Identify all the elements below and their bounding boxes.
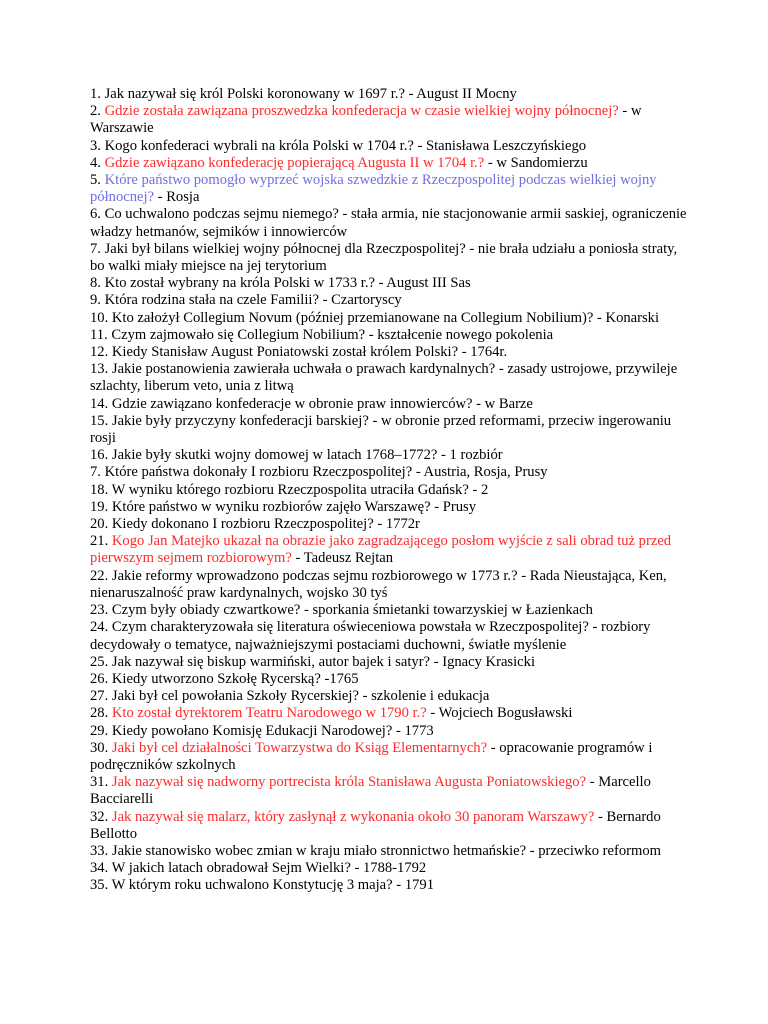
- question-item: [90, 344, 690, 361]
- question-item: [90, 860, 690, 877]
- question-item: [90, 568, 690, 602]
- question-number: 7.: [90, 240, 105, 257]
- question-item: [90, 103, 690, 137]
- answer-text: - Konarski: [593, 309, 660, 326]
- answer-text: - nie brała udziału a poniosła straty, bo walki miały miejsce na jej terytorium: [90, 240, 678, 275]
- question-text: Jak nazywał się król Polski koronowany w 1697 r.?: [104, 86, 405, 102]
- answer-text: - 1788-1792: [350, 860, 427, 877]
- answer-text: - przeciwko reformom: [526, 842, 662, 859]
- question-text: Które państwo pomogło wyprzeć wojska szwedzkie z Rzeczpospolitej podczas wielkiej wojny północnej?: [90, 172, 657, 206]
- question-number: 29.: [90, 722, 112, 739]
- answer-text: - Marcello Bacciarelli: [90, 774, 651, 808]
- question-item: [90, 671, 690, 688]
- answer-text: - Czartoryscy: [318, 292, 402, 309]
- question-item: [90, 206, 690, 240]
- question-item: [90, 155, 690, 172]
- answer-text: - w Sandomierzu: [484, 154, 588, 171]
- answer-text: - 1791: [392, 877, 435, 894]
- answer-text: - w obronie przed reformami, przeciw ingerowaniu rosji: [90, 412, 672, 447]
- question-number: 31.: [90, 774, 112, 791]
- answer-text: - Rosja: [154, 189, 200, 206]
- question-number: 25.: [90, 653, 112, 670]
- answer-text: - opracowanie programów i podręczników szkolnych: [90, 739, 653, 773]
- answer-text: - Stanisława Leszczyńskiego: [413, 137, 587, 154]
- answer-text: - August II Mocny: [404, 86, 517, 102]
- question-number: 9.: [90, 292, 105, 309]
- answer-text: - 1764r.: [458, 344, 508, 361]
- question-number: 5.: [90, 172, 105, 189]
- question-item: [90, 619, 690, 653]
- question-text: W wyniku którego rozbioru Rzeczpospolita utraciła Gdańsk?: [111, 481, 469, 498]
- question-item: [90, 292, 690, 309]
- question-number: 27.: [90, 688, 112, 705]
- answer-text: - 1772r: [373, 516, 420, 533]
- question-item: [90, 396, 690, 413]
- question-text: W którym roku uchwalono Konstytucję 3 maja?: [111, 877, 393, 894]
- question-item: [90, 740, 690, 774]
- question-number: 30.: [90, 739, 112, 756]
- question-number: 24.: [90, 619, 112, 636]
- question-number: 2.: [90, 103, 105, 120]
- question-text: Czym charakteryzowała się literatura oświeceniowa powstała w Rzeczpospolitej?: [111, 619, 589, 636]
- question-text: Kiedy dokonano I rozbioru Rzeczpospolitej?: [111, 516, 374, 533]
- question-text: Czym zajmowało się Collegium Nobilium?: [111, 326, 366, 343]
- question-item: [90, 413, 690, 447]
- question-number: 28.: [90, 705, 112, 722]
- question-number: 1.: [90, 86, 105, 102]
- question-text: Kiedy Stanisław August Poniatowski został królem Polski?: [111, 344, 459, 361]
- answer-text: - Tadeusz Rejtan: [291, 550, 394, 567]
- question-item: [90, 723, 690, 740]
- question-number: 10.: [90, 309, 112, 326]
- question-item: [90, 774, 690, 808]
- question-number: 35.: [90, 877, 112, 894]
- answer-text: - Ignacy Krasicki: [430, 653, 535, 670]
- question-text: Która rodzina stała na czele Familii?: [104, 292, 319, 309]
- question-item: [90, 327, 690, 344]
- quiz-document: [90, 86, 690, 895]
- question-number: 3.: [90, 137, 105, 154]
- question-item: [90, 533, 690, 567]
- question-number: 22.: [90, 567, 112, 584]
- question-text: Czym były obiady czwartkowe?: [111, 602, 301, 619]
- question-number: 20.: [90, 516, 112, 533]
- question-text: Jak nazywał się malarz, który zasłynął z wykonania około 30 panoram Warszawy?: [111, 808, 595, 825]
- answer-text: - Prusy: [430, 498, 477, 515]
- answer-text: - 2: [468, 481, 489, 498]
- answer-text: - Bernardo Bellotto: [90, 808, 661, 842]
- question-item: [90, 361, 690, 395]
- question-text: Jak nazywał się nadworny portrecista króla Stanisława Augusta Poniatowskiego?: [111, 774, 587, 791]
- answer-text: - zasady ustrojowe, przywileje szlachty, liberum veto, unia z litwą: [90, 361, 678, 395]
- question-item: [90, 310, 690, 327]
- question-text: Kto został wybrany na króla Polski w 1733 r.?: [104, 275, 375, 292]
- question-item: [90, 447, 690, 464]
- question-text: Gdzie zawiązano konfederację popierającą Augusta II w 1704 r.?: [104, 154, 485, 171]
- question-text: Gdzie zawiązano konfederacje w obronie praw innowierców?: [111, 395, 473, 412]
- question-text: Kogo konfederaci wybrali na króla Polski w 1704 r.?: [104, 137, 414, 154]
- question-number: 14.: [90, 395, 112, 412]
- question-item: [90, 843, 690, 860]
- question-number: 12.: [90, 344, 112, 361]
- question-item: [90, 138, 690, 155]
- question-item: [90, 688, 690, 705]
- answer-text: - w Barze: [472, 395, 533, 412]
- question-item: [90, 172, 690, 206]
- answer-text: - kształcenie nowego pokolenia: [365, 326, 554, 343]
- answer-text: - 1773: [392, 722, 434, 739]
- question-number: 18.: [90, 481, 112, 498]
- question-item: [90, 654, 690, 671]
- question-number: 15.: [90, 412, 112, 429]
- answer-text: - szkolenie i edukacja: [358, 688, 490, 705]
- question-item: [90, 877, 690, 894]
- question-item: [90, 464, 690, 481]
- question-text: Jakie reformy wprowadzono podczas sejmu rozbiorowego w 1773 r.?: [111, 567, 518, 584]
- question-number: 33.: [90, 842, 112, 859]
- question-item: [90, 86, 690, 103]
- question-text: Jakie były przyczyny konfederacji barskiej?: [111, 412, 369, 429]
- question-number: 7.: [90, 464, 105, 481]
- question-text: Które państwa dokonały I rozbioru Rzeczpospolitej?: [104, 464, 413, 481]
- answer-text: - sporkania śmietanki towarzyskiej w Łazienkach: [300, 602, 593, 619]
- question-text: Jakie postanowienia zawierała uchwała o prawach kardynalnych?: [111, 361, 496, 378]
- answer-text: - rozbiory decydowały o tematyce, najważniejszymi postaciami duchowni, światłe myślenie: [90, 619, 651, 653]
- question-number: 21.: [90, 533, 112, 550]
- question-item: [90, 809, 690, 843]
- question-number: 19.: [90, 498, 112, 515]
- answer-text: - Wojciech Bogusławski: [426, 705, 573, 722]
- question-text: Jaki był cel działalności Towarzystwa do Ksiąg Elementarnych?: [111, 739, 488, 756]
- question-number: 23.: [90, 602, 112, 619]
- question-text: W jakich latach obradował Sejm Wielki?: [111, 860, 351, 877]
- question-item: [90, 241, 690, 275]
- question-text: Jakie były skutki wojny domowej w latach 1768–1772?: [111, 447, 438, 464]
- question-number: 26.: [90, 670, 112, 687]
- question-number: 13.: [90, 361, 112, 378]
- question-text: Kto założył Collegium Novum (później przemianowane na Collegium Nobilium)?: [111, 309, 594, 326]
- question-number: 8.: [90, 275, 105, 292]
- answer-text: -1765: [320, 670, 359, 687]
- question-number: 4.: [90, 154, 105, 171]
- question-number: 32.: [90, 808, 112, 825]
- question-item: [90, 602, 690, 619]
- answer-text: - Rada Nieustająca, Ken, nienaruszalność praw kardynalnych, wojsko 30 tyś: [90, 567, 667, 601]
- question-text: Kiedy powołano Komisję Edukacji Narodowej?: [111, 722, 393, 739]
- question-text: Jakie stanowisko wobec zmian w kraju miało stronnictwo hetmańskie?: [111, 842, 527, 859]
- answer-text: - August III Sas: [374, 275, 471, 292]
- question-item: [90, 705, 690, 722]
- question-text: Jaki był bilans wielkiej wojny północnej dla Rzeczpospolitej?: [104, 240, 466, 257]
- question-number: 6.: [90, 206, 105, 223]
- question-item: [90, 516, 690, 533]
- answer-text: - Austria, Rosja, Prusy: [412, 464, 548, 481]
- question-text: Jak nazywał się biskup warmiński, autor bajek i satyr?: [111, 653, 431, 670]
- question-item: [90, 499, 690, 516]
- question-number: 16.: [90, 447, 112, 464]
- question-item: [90, 482, 690, 499]
- question-text: Kto został dyrektorem Teatru Narodowego w 1790 r.?: [111, 705, 427, 722]
- question-text: Co uchwalono podczas sejmu niemego?: [104, 206, 339, 223]
- answer-text: - 1 rozbiór: [437, 447, 503, 464]
- question-number: 34.: [90, 860, 112, 877]
- question-text: Jaki był cel powołania Szkoły Rycerskiej?: [111, 688, 359, 705]
- question-item: [90, 275, 690, 292]
- question-text: Które państwo w wyniku rozbiorów zajęło Warszawę?: [111, 498, 431, 515]
- answer-text: - stała armia, nie stacjonowanie armii saskiej, ograniczenie władzy hetmanów, sejmików i innowierców: [90, 206, 687, 240]
- question-text: Kogo Jan Matejko ukazał na obrazie jako zagradzającego posłom wyjście z sali obrad tuż przed pierwszym sejmem rozbiorowym?: [90, 533, 672, 567]
- question-text: Kiedy utworzono Szkołę Rycerską?: [111, 670, 321, 687]
- question-text: Gdzie została zawiązana proszwedzka konfederacja w czasie wielkiej wojny północnej?: [104, 103, 619, 120]
- answer-text: - w Warszawie: [90, 103, 642, 137]
- question-number: 11.: [90, 326, 112, 343]
